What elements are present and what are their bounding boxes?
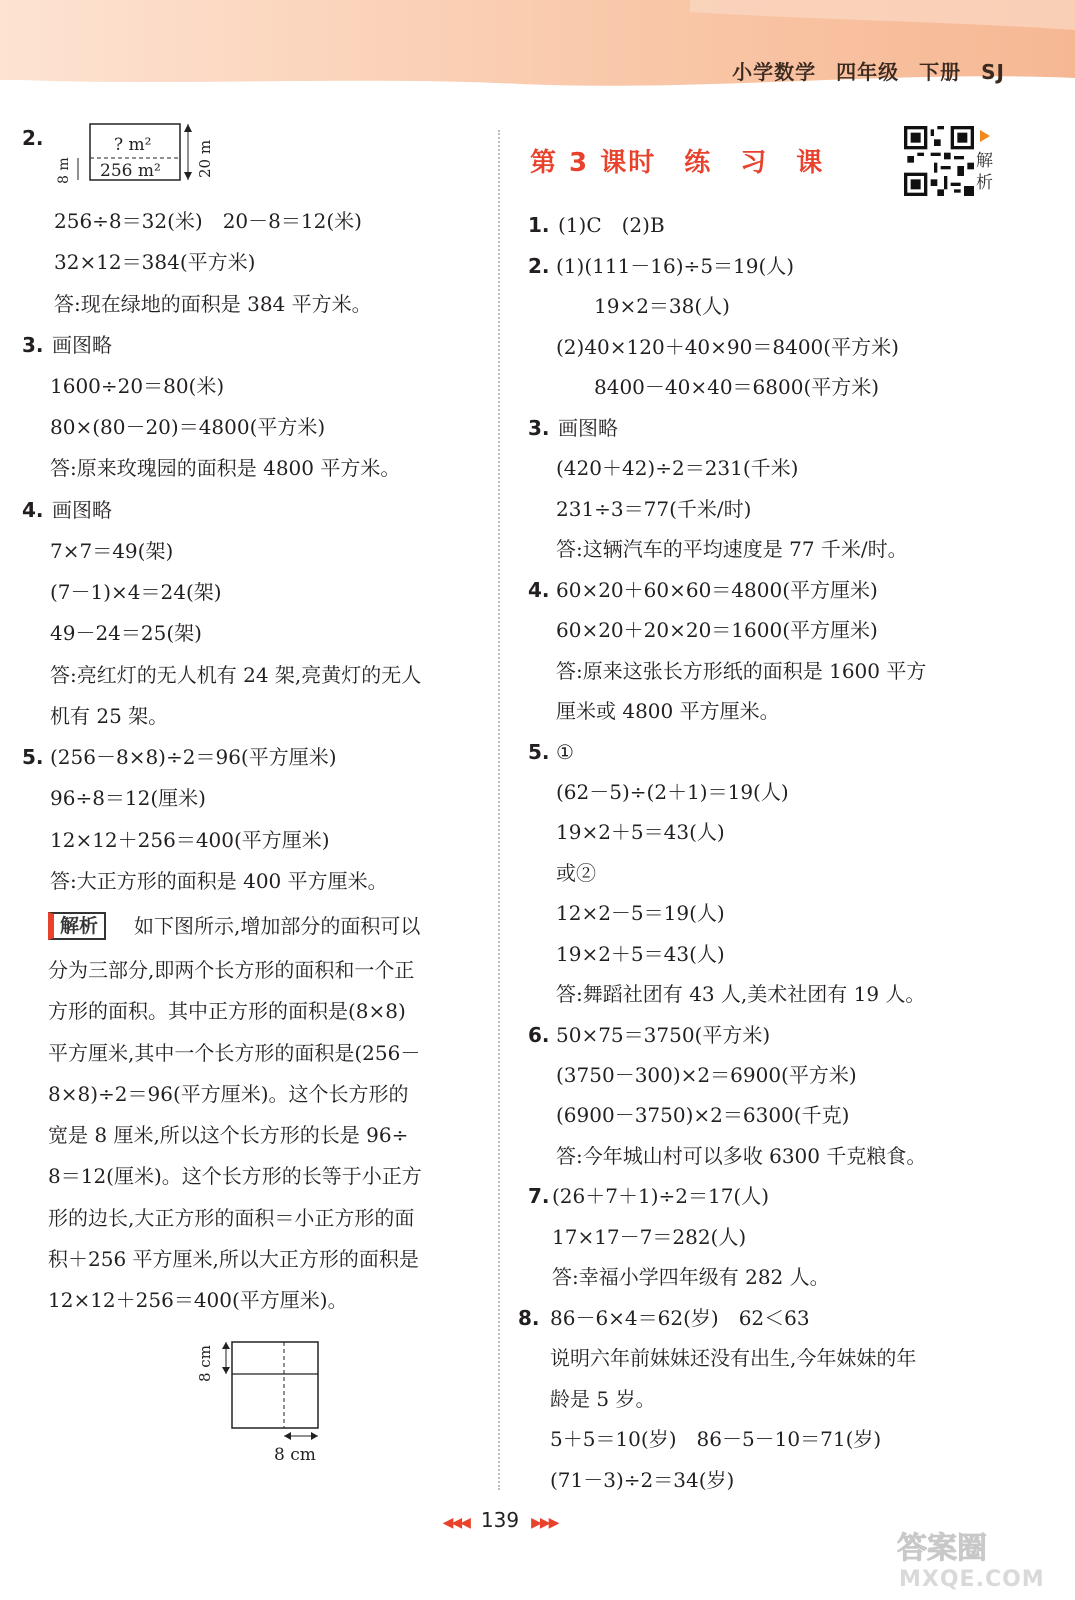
analysis-line-1: 如下图所示,增加部分的面积可以 <box>134 914 421 938</box>
q5-line-3: 12×12＋256＝400(平方厘米) <box>50 828 330 852</box>
r-q6-answer: 答:今年城山村可以多收 6300 千克粮食。 <box>556 1144 927 1168</box>
next-arrows-icon: ▶▶▶ <box>531 1515 558 1531</box>
q3-answer: 答:原来玫瑰园的面积是 4800 平方米。 <box>50 456 401 480</box>
q2-top-label: ? m² <box>114 135 152 155</box>
analysis-line-10: 12×12＋256＝400(平方厘米)。 <box>48 1288 348 1312</box>
page-footer <box>0 1508 1000 1532</box>
r-q1-number: 1. <box>528 213 550 237</box>
r-q6-number: 6. <box>528 1023 550 1047</box>
analysis-line-5: 8×8)÷2＝96(平方厘米)。这个长方形的 <box>48 1082 409 1106</box>
r-q7-number: 7. <box>528 1184 550 1208</box>
header-wave-decoration <box>0 0 1075 110</box>
r-q3-number: 3. <box>528 416 550 440</box>
r-q6-line-1: 50×75＝3750(平方米) <box>556 1023 771 1047</box>
r-q5-line-5: 12×2－5＝19(人) <box>556 901 725 925</box>
page-number: 139 <box>480 1508 520 1532</box>
r-q3-answer: 答:这辆汽车的平均速度是 77 千米/时。 <box>556 537 908 561</box>
r-q3-line-2: (420＋42)÷2＝231(千米) <box>556 456 799 480</box>
q4-line-2: 7×7＝49(架) <box>50 539 174 563</box>
q3-line-3: 80×(80－20)＝4800(平方米) <box>50 415 326 439</box>
r-q4-number: 4. <box>528 578 550 602</box>
analysis-line-3: 方形的面积。其中正方形的面积是(8×8) <box>48 999 406 1023</box>
q4-line-3: (7－1)×4＝24(架) <box>50 580 222 604</box>
r-q7-line-2: 17×17－7＝282(人) <box>552 1225 747 1249</box>
analysis-line-7: 8＝12(厘米)。这个长方形的长等于小正方 <box>48 1164 422 1188</box>
r-q5-answer: 答:舞蹈社团有 43 人,美术社团有 19 人。 <box>556 982 926 1006</box>
q3-line-2: 1600÷20＝80(米) <box>50 374 225 398</box>
subject-label: 小学数学 <box>732 60 817 84</box>
r-q5-line-3: 19×2＋5＝43(人) <box>556 820 725 844</box>
r-q7-line-1: (26＋7＋1)÷2＝17(人) <box>552 1184 770 1208</box>
r-q4-line-1: 60×20＋60×60＝4800(平方厘米) <box>556 578 878 602</box>
q2-answer: 答:现在绿地的面积是 384 平方米。 <box>54 292 372 316</box>
q5-line-2: 96÷8＝12(厘米) <box>50 786 206 810</box>
r-q2-line-2: 19×2＝38(人) <box>594 294 730 318</box>
q5-answer: 答:大正方形的面积是 400 平方厘米。 <box>50 869 388 893</box>
q4-number: 4. <box>22 498 44 522</box>
analysis-bottom-label: 8 cm <box>274 1445 316 1465</box>
prev-arrows-icon: ◀◀◀ <box>442 1515 469 1531</box>
analysis-square-diagram <box>190 1332 340 1472</box>
r-q5-line-2: (62－5)÷(2＋1)＝19(人) <box>556 780 789 804</box>
r-q8-line-2: 说明六年前妹妹还没有出生,今年妹妹的年 <box>550 1346 917 1370</box>
qr-label: 解析 <box>976 151 993 193</box>
q2-rectangle-diagram <box>52 118 222 190</box>
analysis-line-2: 分为三部分,即两个长方形的面积和一个正 <box>48 958 415 982</box>
analysis-line-9: 积＋256 平方厘米,所以大正方形的面积是 <box>48 1247 419 1271</box>
edition-label: SJ <box>981 60 1005 84</box>
r-q5-number: 5. <box>528 740 550 764</box>
r-q5-line-1: ① <box>556 740 574 764</box>
r-q2-line-4: 8400－40×40＝6800(平方米) <box>594 375 880 399</box>
r-q8-line-4: 5＋5＝10(岁) 86－5－10＝71(岁) <box>550 1427 882 1451</box>
r-q5-line-6: 19×2＋5＝43(人) <box>556 942 725 966</box>
q4-answer-2: 机有 25 架。 <box>50 704 169 728</box>
q2-right-side-label: 20 m <box>196 139 214 178</box>
watermark-logo <box>887 1522 1057 1592</box>
q4-answer-1: 答:亮红灯的无人机有 24 架,亮黄灯的无人 <box>50 663 422 687</box>
q4-line-1: 画图略 <box>52 498 112 522</box>
analysis-line-6: 宽是 8 厘米,所以这个长方形的长是 96÷ <box>48 1123 409 1147</box>
r-q3-line-1: 画图略 <box>558 416 618 440</box>
lesson-title: 第 3 课时 练 习 课 <box>530 148 825 178</box>
header-band <box>0 0 1075 110</box>
column-divider <box>498 130 500 1490</box>
analysis-left-label: 8 cm <box>196 1345 214 1382</box>
q2-number: 2. <box>22 126 44 150</box>
play-arrow-icon <box>980 130 990 142</box>
grade-label: 四年级 <box>836 60 900 84</box>
q2-left-side-label: 8 m <box>56 157 72 184</box>
r-q8-line-3: 龄是 5 岁。 <box>550 1387 656 1411</box>
r-q6-line-2: (3750－300)×2＝6900(平方米) <box>556 1063 857 1087</box>
r-q8-line-1: 86－6×4＝62(岁) 62＜63 <box>550 1306 810 1330</box>
q2-line-2: 32×12＝384(平方米) <box>54 250 256 274</box>
q5-number: 5. <box>22 745 44 769</box>
qr-code-icon[interactable] <box>904 126 974 196</box>
r-q5-line-4: 或② <box>556 861 596 885</box>
svg-text:MXQE.COM: MXQE.COM <box>899 1567 1045 1592</box>
r-q7-answer: 答:幸福小学四年级有 282 人。 <box>552 1265 830 1289</box>
book-info <box>712 56 1005 85</box>
q3-number: 3. <box>22 333 44 357</box>
volume-label: 下册 <box>919 60 962 84</box>
q3-line-1: 画图略 <box>52 333 112 357</box>
r-q1-text: (1)C (2)B <box>558 213 665 237</box>
r-q8-line-5: (71－3)÷2＝34(岁) <box>550 1468 735 1492</box>
r-q2-number: 2. <box>528 254 550 278</box>
q2-line-1: 256÷8＝32(米) 20－8＝12(米) <box>54 209 362 233</box>
r-q4-answer-2: 厘米或 4800 平方厘米。 <box>556 699 780 723</box>
r-q4-answer-1: 答:原来这张长方形纸的面积是 1600 平方 <box>556 659 927 683</box>
q5-line-1: (256－8×8)÷2＝96(平方厘米) <box>50 745 337 769</box>
analysis-line-8: 形的边长,大正方形的面积＝小正方形的面 <box>48 1206 415 1230</box>
analysis-tag: 解析 <box>48 912 106 940</box>
r-q4-line-2: 60×20＋20×20＝1600(平方厘米) <box>556 618 878 642</box>
r-q6-line-3: (6900－3750)×2＝6300(千克) <box>556 1103 850 1127</box>
svg-text:答案圈: 答案圈 <box>897 1531 987 1566</box>
r-q8-number: 8. <box>518 1306 540 1330</box>
r-q2-line-3: (2)40×120＋40×90＝8400(平方米) <box>556 335 899 359</box>
r-q2-line-1: (1)(111－16)÷5＝19(人) <box>556 254 795 278</box>
q2-bottom-label: 256 m² <box>100 161 161 181</box>
r-q3-line-3: 231÷3＝77(千米/时) <box>556 497 752 521</box>
q4-line-4: 49－24＝25(架) <box>50 621 202 645</box>
analysis-line-4: 平方厘米,其中一个长方形的面积是(256－ <box>48 1041 421 1065</box>
